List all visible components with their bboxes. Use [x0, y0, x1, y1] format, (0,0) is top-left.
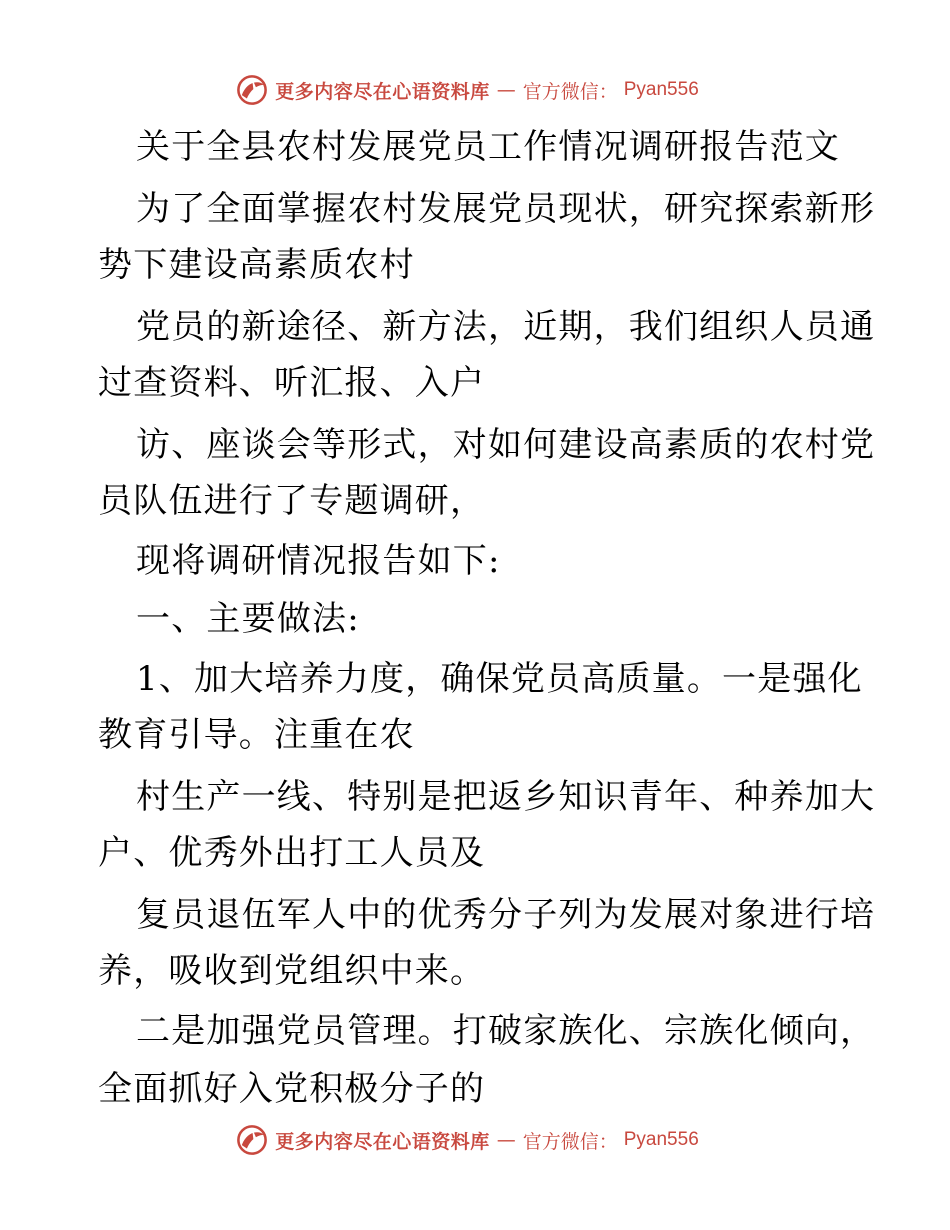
- watermark-text: 更多内容尽在心语资料库: [275, 80, 490, 103]
- paragraph-line: 教育引导。注重在农: [98, 715, 415, 755]
- paragraph-line: 党员的新途径、新方法，近期，我们组织人员通: [136, 307, 876, 347]
- paragraph-line: 二是加强党员管理。打破家族化、宗族化倾向，: [136, 1011, 876, 1051]
- watermark-group: [235, 73, 699, 107]
- watermark-wechat-label: 官方微信：: [522, 80, 618, 103]
- paragraph-line: 养，吸收到党组织中来。: [98, 951, 486, 991]
- watermark-separator: —: [496, 1129, 516, 1151]
- paragraph-line: 现将调研情况报告如下:: [136, 541, 501, 581]
- paragraph-line: 村生产一线、特别是把返乡知识青年、种养加大: [136, 777, 876, 817]
- section-heading: 一、主要做法:: [136, 599, 360, 639]
- watermark-text: 更多内容尽在心语资料库: [275, 1130, 490, 1153]
- paragraph-line: 访、座谈会等形式，对如何建设高素质的农村党: [136, 425, 876, 465]
- paragraph-line: 势下建设高素质农村: [98, 245, 415, 285]
- paragraph-line: 过查资料、听汇报、入户: [98, 363, 486, 403]
- paragraph-line: 员队伍进行了专题调研，: [98, 481, 486, 521]
- watermark-group: [235, 1123, 699, 1157]
- watermark-wechat-id: Pyan556: [623, 1129, 699, 1150]
- paragraph-line: 1、加大培养力度，确保党员高质量。一是强化: [136, 659, 863, 699]
- logo-icon: [235, 73, 269, 107]
- paragraph-line: 复员退伍军人中的优秀分子列为发展对象进行培: [136, 895, 876, 935]
- watermark-wechat-id: Pyan556: [623, 79, 699, 100]
- paragraph-line: 为了全面掌握农村发展党员现状，研究探索新形: [136, 189, 876, 229]
- watermark-separator: —: [496, 79, 516, 101]
- logo-icon: [235, 1123, 269, 1157]
- header-watermark: [0, 70, 950, 110]
- footer-watermark: [0, 1120, 950, 1160]
- paragraph-line: 全面抓好入党积极分子的: [98, 1069, 486, 1109]
- paragraph-line: 户、优秀外出打工人员及: [98, 833, 486, 873]
- document-title: 关于全县农村发展党员工作情况调研报告范文: [136, 127, 840, 167]
- watermark-wechat-label: 官方微信：: [522, 1130, 618, 1153]
